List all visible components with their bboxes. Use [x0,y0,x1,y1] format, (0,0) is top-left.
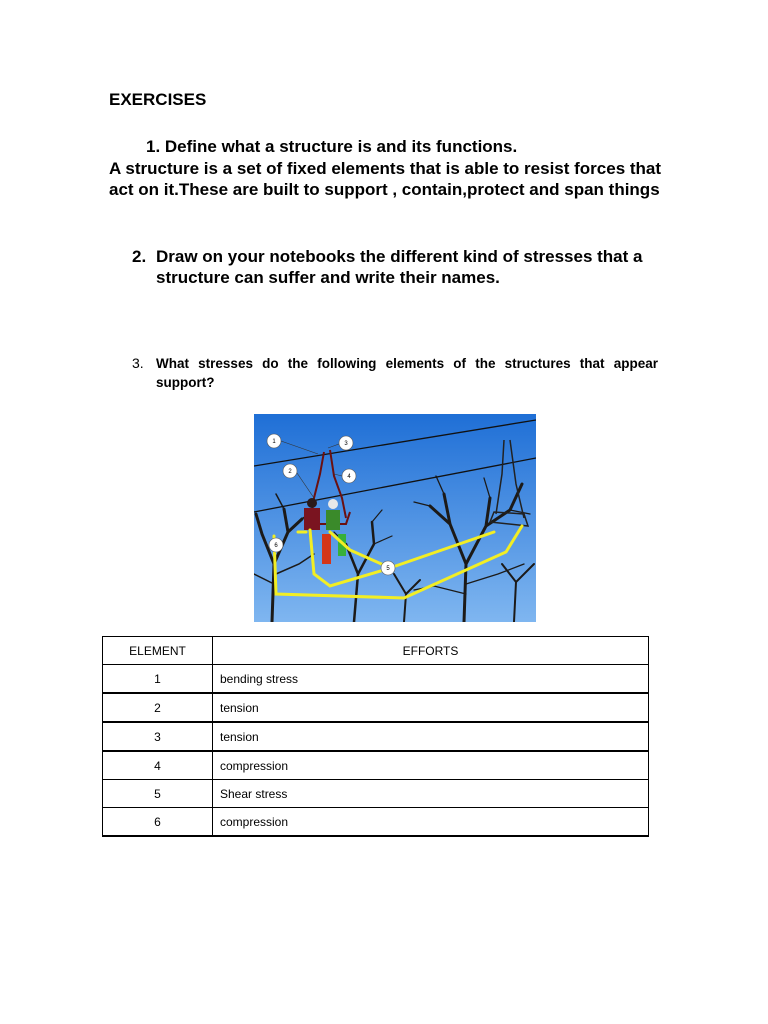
table-row [103,665,649,694]
effort-cell: tension [213,722,649,751]
efforts-table [102,636,649,837]
effort-cell: Shear stress [213,780,649,808]
table-row [103,693,649,722]
label-4: 4 [347,474,351,480]
chairlift-photo [254,414,536,622]
element-cell: 1 [103,665,213,694]
table-row [103,722,649,751]
effort-cell: bending stress [213,665,649,694]
label-1: 1 [272,439,276,445]
table-row [103,751,649,780]
effort-cell: compression [213,808,649,837]
element-cell: 5 [103,780,213,808]
label-2: 2 [288,469,292,475]
question-3-number: 3. [132,355,144,371]
element-cell: 3 [103,722,213,751]
header-element: ELEMENT [103,637,213,665]
header-efforts: EFFORTS [213,637,649,665]
answer-1: A structure is a set of fixed elements that is able to resist forces that act on it.These are built to support , contain,protect and span things [109,159,662,199]
question-2-number: 2. [132,247,147,266]
effort-cell: compression [213,751,649,780]
element-cell: 2 [103,693,213,722]
question-1: 1. Define what a structure is and its functions. [146,137,518,156]
element-cell: 4 [103,751,213,780]
table-row [103,780,649,808]
element-cell: 6 [103,808,213,837]
question-3: What stresses do the following elements of the structures that appear support? [156,356,658,390]
effort-cell: tension [213,693,649,722]
sky-background [254,414,536,622]
label-5: 5 [386,566,390,572]
table-row [103,808,649,837]
question-2: Draw on your notebooks the different kind of stresses that a structure can suffer and write their names. [156,247,643,287]
label-3: 3 [344,441,348,447]
page-title: EXERCISES [109,90,207,109]
label-6: 6 [274,543,278,549]
